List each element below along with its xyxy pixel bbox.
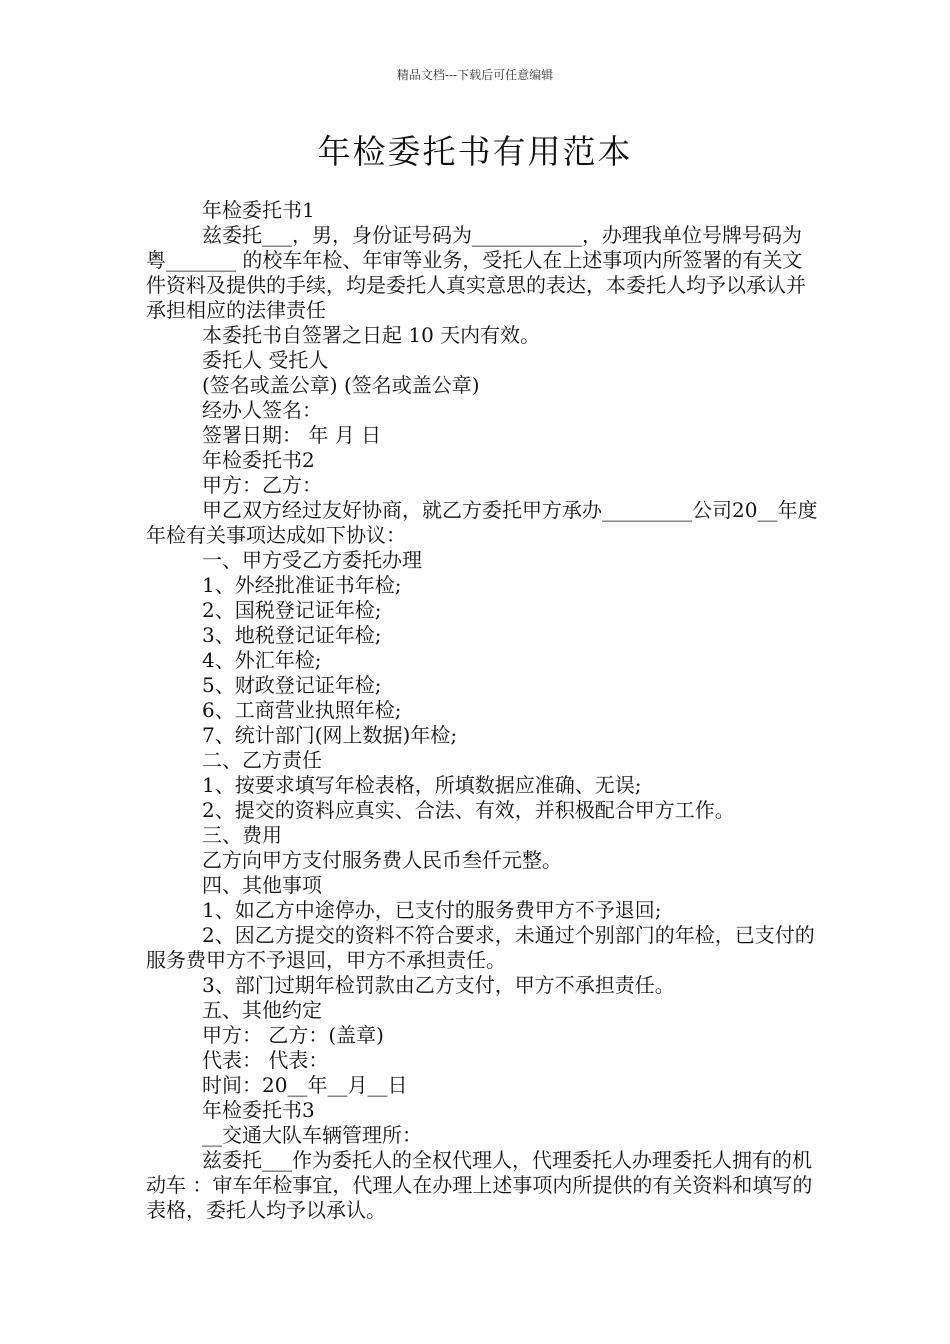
text-line: (签名或盖公章) (签名或盖公章) bbox=[202, 373, 480, 397]
text-line: 时间：20__年__月__日 bbox=[202, 1073, 408, 1097]
list-heading: 四、其他事项 bbox=[202, 873, 322, 897]
list-item: 7、统计部门(网上数据)年检; bbox=[202, 723, 458, 747]
text-line: 乙方向甲方支付服务费人民币叁仟元整。 bbox=[202, 848, 562, 872]
section-heading: 年检委托书3 bbox=[202, 1098, 315, 1122]
section-heading: 年检委托书2 bbox=[202, 448, 315, 472]
list-item: 3、部门过期年检罚款由乙方支付，甲方不承担责任。 bbox=[202, 973, 675, 997]
paragraph: 兹委托___，男，身份证号码为___________，办理我单位号牌号码为 粤_______ 的校车年检、年审等业务，受托人在上述事项内所签署的有关文件资料及提供的手续，均是委托人真实意思的表达，本委托人均予以承认并承担相应的法律责任 bbox=[146, 223, 806, 322]
document-title: 年检委托书有用范本 bbox=[317, 132, 633, 171]
page-header-note: 精品文档---下载后可任意编辑 bbox=[396, 68, 554, 82]
list-item: 3、地税登记证年检; bbox=[202, 623, 382, 647]
paragraph: 甲乙双方经过友好协商，就乙方委托甲方承办_________公司20__年度年检有关事项达成如下协议： bbox=[146, 498, 818, 547]
list-item: 2、因乙方提交的资料不符合要求，未通过个别部门的年检，已支付的服务费甲方不予退回，甲方不承担责任。 bbox=[146, 923, 815, 972]
list-item: 2、提交的资料应真实、合法、有效，并积极配合甲方工作。 bbox=[202, 798, 735, 822]
text-line: 代表： 代表： bbox=[202, 1048, 329, 1072]
list-heading: 三、费用 bbox=[202, 823, 282, 847]
list-heading: 一、甲方受乙方委托办理 bbox=[202, 548, 422, 572]
list-item: 1、如乙方中途停办，已支付的服务费甲方不予退回; bbox=[202, 898, 662, 922]
list-item: 1、按要求填写年检表格，所填数据应准确、无误; bbox=[202, 773, 642, 797]
list-item: 1、外经批准证书年检; bbox=[202, 573, 402, 597]
paragraph: 兹委托___作为委托人的全权代理人，代理委托人办理委托人拥有的机动车 ：审车年检事宜，代理人在办理上述事项内所提供的有关资料和填写的表格，委托人均予以承认。 bbox=[146, 1148, 813, 1222]
text-line: 甲方：乙方： bbox=[202, 473, 322, 497]
list-heading: 五、其他约定 bbox=[202, 998, 322, 1022]
text-line: __交通大队车辆管理所： bbox=[202, 1123, 422, 1147]
text-line: 签署日期： 年 月 日 bbox=[202, 423, 382, 447]
text-line: 甲方： 乙方：(盖章) bbox=[202, 1023, 384, 1047]
text-line: 本委托书自签署之日起 10 天内有效。 bbox=[202, 323, 541, 347]
text-line: 委托人 受托人 bbox=[202, 348, 329, 372]
list-item: 5、财政登记证年检; bbox=[202, 673, 382, 697]
list-item: 2、国税登记证年检; bbox=[202, 598, 382, 622]
list-heading: 二、乙方责任 bbox=[202, 748, 322, 772]
text-line: 经办人签名： bbox=[202, 398, 322, 422]
list-item: 6、工商营业执照年检; bbox=[202, 698, 402, 722]
document-body bbox=[146, 198, 822, 1223]
section-heading: 年检委托书1 bbox=[202, 198, 315, 222]
list-item: 4、外汇年检; bbox=[202, 648, 322, 672]
